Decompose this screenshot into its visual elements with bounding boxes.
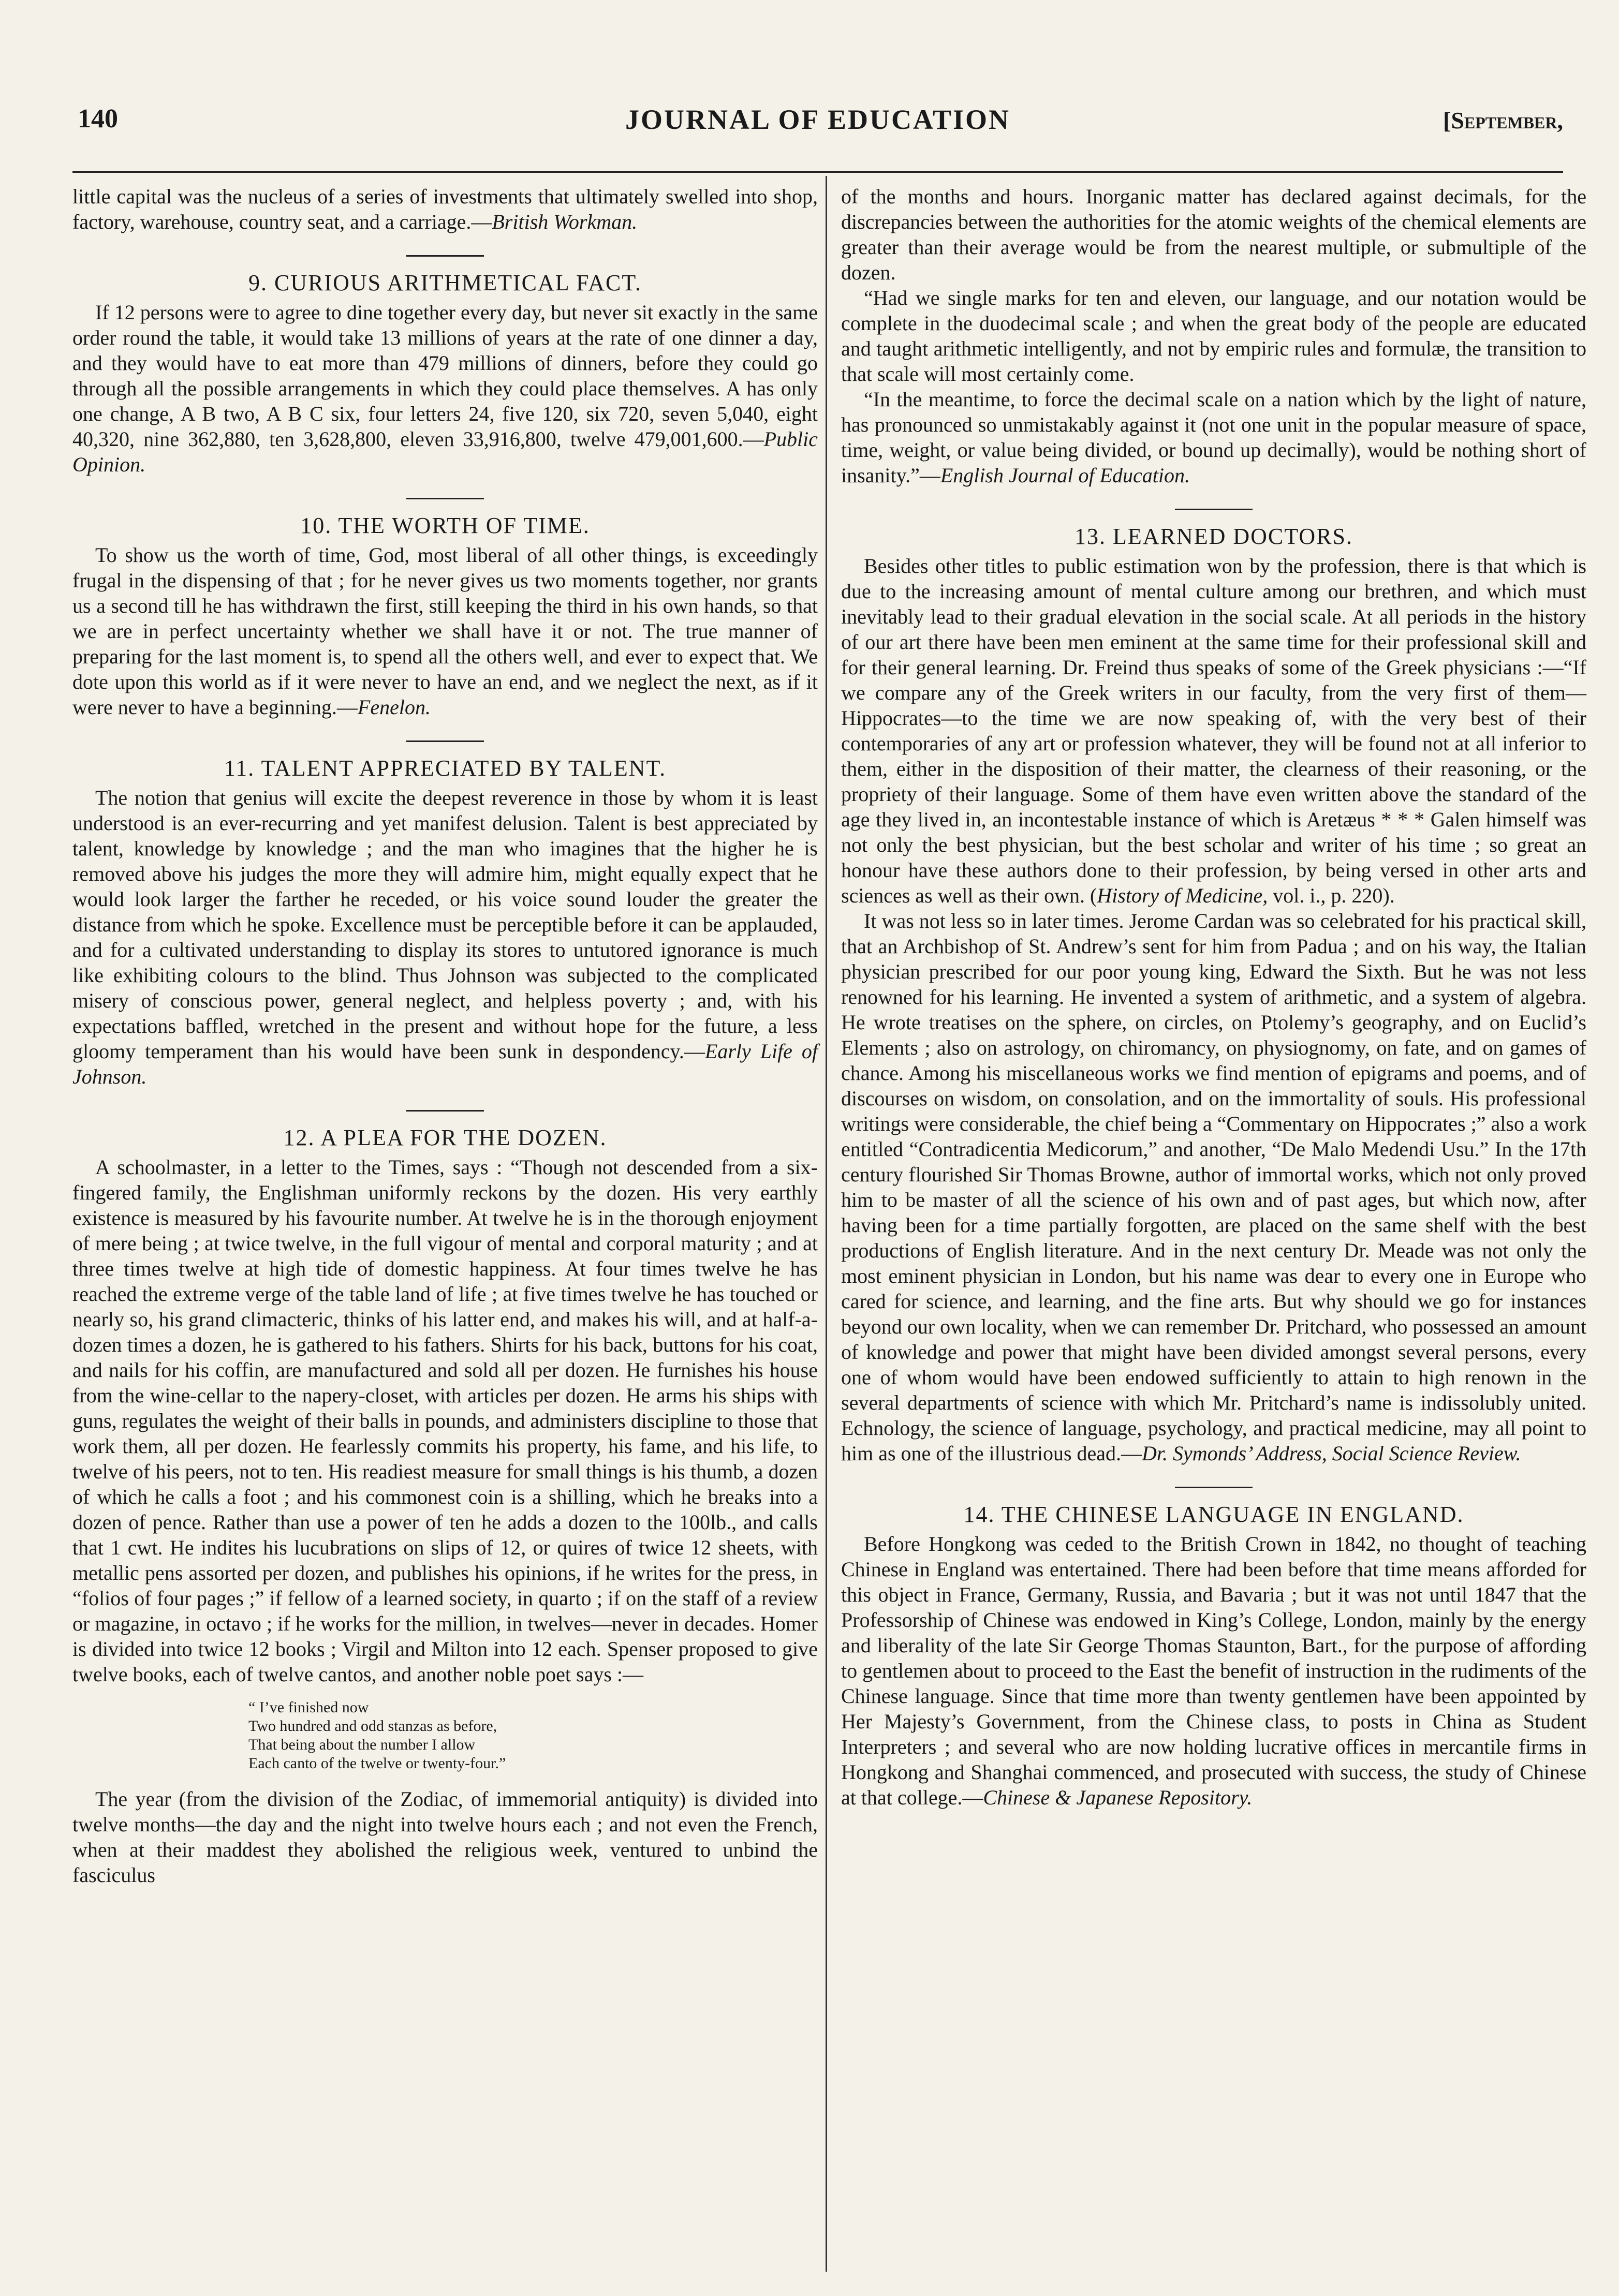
article-text: The notion that genius will excite the deepest reverence in those by whom it is least understood is an ever-recurring and yet manifest delusion. Talent is best appreciated by talent, knowledge by knowledge ; and the man who imagines that the higher he is removed above his judges the more they will admire him, might equally expect that he would look larger the farther he receded, or his voice sound louder the greater the distance from which he spoke. Excellence must be perceptible before it can be applauded, and for a cultivated understanding to display its stores to untutored ignorance is much like exhibiting colours to the blind. Thus Johnson was subjected to the complicated misery of conscious power, general neglect, and helpless poverty ; and, with his expectations baffled, wretched in the present and without hope for the future, a less gloomy temperament than his would have been sunk in despondency.— xyxy=(72,786,818,1063)
source-citation: Public Opinion. xyxy=(72,427,818,476)
poem-quote xyxy=(248,1698,818,1773)
quote-paragraph xyxy=(841,387,1586,488)
continued-text: little capital was the nucleus of a series of investments that ultimately swelled into shop, factory, warehouse, country seat, and a carriage.— xyxy=(72,185,818,233)
left-column xyxy=(72,184,818,1888)
article-text: If 12 persons were to agree to dine together every day, but never sit exactly in the same order round the table, it would take 13 millions of years at the rate of one dinner a day, and they would have to eat more than 479 millions of dinners, before they could go through all the possible arrangements in which they could place themselves. A has only one change, A B two, A B C six, four letters 24, five 120, six 720, seven 5,040, eight 40,320, nine 362,880, ten 3,628,800, eleven 33,916,800, twelve 479,001,600.— xyxy=(72,301,818,451)
section-rule xyxy=(406,1110,484,1112)
source-citation: Early Life of Johnson. xyxy=(72,1040,818,1088)
source-citation: Dr. Symonds’ Address, Social Science Review. xyxy=(1142,1442,1521,1465)
section-title: 10. THE WORTH OF TIME. xyxy=(300,513,590,538)
header-rule xyxy=(72,171,1563,173)
section-title: 14. THE CHINESE LANGUAGE IN ENGLAND. xyxy=(963,1502,1464,1527)
running-header xyxy=(72,103,1563,140)
quote-text: “In the meantime, to force the decimal scale on a nation which by the light of nature, has pronounced so unmistakably against it (not one unit in the popular measure of space, time, weight, or value being divided, or bound up decimally), would be nothing short of insanity.”— xyxy=(841,388,1586,487)
article-paragraph: The year (from the division of the Zodiac, of immemorial antiquity) is divided into twelve months—the day and the night into twelve hours each ; and not even the French, when at their maddest they abolished the religious week, ventured to unbind the fasciculus xyxy=(72,1787,818,1887)
issue-month: [September, xyxy=(1443,107,1563,134)
article-paragraph: A schoolmaster, in a letter to the Times, says : “Though not descended from a six-fingered family, the Englishman uniformly reckons by the dozen. His very earthly existence is measured by his favourite number. At twelve he is in the thorough enjoyment of mere being ; at twice twelve, in the full vigour of mental and corporal maturity ; and at three times twelve at high tide of domestic happiness. At four times twelve he has reached the extreme verge of the table land of life ; at five times twelve he has touched or nearly so, his grand climacteric, thinks of his latter end, and makes his will, and at half-a-dozen times a dozen, he is gathered to his fathers. Shirts for his back, buttons for his coat, and nails for his coffin, are manufactured and sold all per dozen. He furnishes his house from the wine-cellar to the napery-closet, with articles per dozen. He arms his ships with guns, regulates the weight of their balls in pounds, and administers discipline to those that work them, all per dozen. He fearlessly commits his property, his fame, and his life, to twelve of his peers, not to ten. His readiest measure for small things is his thumb, a dozen of which he calls a foot ; and his commonest coin is a shilling, which he breaks into a dozen of pence. Rather than use a power of ten he adds a dozen to the 100lb., and calls that 1 cwt. He indites his lucubrations on slips of 12, or quires of twice 12 sheets, with metallic pens assorted per dozen, and publishes his opinions, if he writes for the press, in “folios of four pages ;” if fellow of a learned society, in quarto ; if on the staff of a review or magazine, in octavo ; if he works for the million, in twelves—never in decades. Homer is divided into twice 12 books ; Virgil and Milton into 12 each. Spenser proposed to give twelve books, each of twelve cantos, and another noble poet says :— xyxy=(72,1156,818,1686)
right-column xyxy=(841,184,1586,1810)
article-paragraph xyxy=(72,300,818,477)
book-citation: History of Medicine, xyxy=(1097,884,1268,907)
source-citation: Fenelon. xyxy=(357,695,431,719)
verse-line: That being about the number I allow xyxy=(248,1736,476,1753)
section-title: 11. TALENT APPRECIATED BY TALENT. xyxy=(224,756,667,781)
verse-line: “ I’ve finished now xyxy=(248,1699,369,1716)
section-rule xyxy=(1175,1487,1253,1488)
section-rule xyxy=(1175,509,1253,510)
section-rule xyxy=(406,255,484,257)
section-title: 13. LEARNED DOCTORS. xyxy=(1075,524,1353,549)
quote-paragraph: “Had we single marks for ten and eleven, our language, and our notation would be complete in the duodecimal scale ; and when the great body of the people are educated and taught arithmetic intelligently, and not by empiric rules and formulæ, the transition to that scale will most certainly come. xyxy=(841,286,1586,386)
verse-line: Each canto of the twelve or twenty-four.” xyxy=(248,1755,506,1772)
article-text: To show us the worth of time, God, most liberal of all other things, is exceedingly frugal in the dispensing of that ; for he never gives us two moments together, nor grants us a second till he has withdrawn the first, still keeping the third in his own hands, so that we are in perfect uncertainty whether we shall have it or not. The true manner of preparing for the last moment is, to spend all the others well, and ever to expect that. We dote upon this world as if it were never to have an end, and we neglect the next, as if it were never to have a beginning.— xyxy=(72,543,818,719)
column-divider xyxy=(826,176,827,2272)
article-paragraph xyxy=(72,542,818,720)
verse-line: Two hundred and odd stanzas as before, xyxy=(248,1717,497,1735)
section-rule xyxy=(406,498,484,499)
article-text: It was not less so in later times. Jerome Cardan was so celebrated for his practical skill, that an Archbishop of St. Andrew’s sent for him from Padua ; and on his way, the Italian physician prescribed for our poor young king, Edward the Sixth. But he was not less renowned for his learning. He invented a system of arithmetic, and a system of algebra. He wrote treatises on the sphere, on circles, on Ptolemy’s geography, and on Euclid’s Elements ; also on astrology, on chiromancy, on physiognomy, on fate, and on games of chance. Among his miscellaneous works we find mention of epigrams and poems, and of discourses on wisdom, on consolation, and on the immortality of souls. His professional writings were considerable, the chief being a “Commentary on Hippocrates ;” also a work entitled “Contradicentia Medicorum,” and another, “De Malo Medendi Usu.” In the 17th century flourished Sir Thomas Browne, author of immortal works, which not only proved him to be master of all the science of his own and of past ages, but which now, after having been for a time partially forgotten, are placed on the same shelf with the best productions of English literature. And in the next century Dr. Meade was not only the most eminent physician in London, but his name was dear to every one in Europe who cared for science, and learning, and the fine arts. But why should we go for instances beyond our own locality, when we can remember Dr. Pritchard, who possessed an amount of knowledge and power that might have been divided amongst several persons, every one of whom would have been endowed sufficiently to attain to high renown in the several departments of science with which Mr. Pritchard’s name is indissolubly united. Echnology, the science of language, psychology, and practical medicine, may all point to him as one of the illustrious dead.— xyxy=(841,909,1586,1465)
article-text: Besides other titles to public estimation won by the profession, there is that which is due to the increasing amount of mental culture among our brethren, and which must inevitably lead to their gradual elevation in the social scale. At all periods in the history of our art there have been men eminent at the same time for their professional skill and for their general learning. Dr. Freind thus speaks of some of the Greek physicians :—“If we compare any of the Greek writers in our faculty, from the very first of them—Hippocrates—to the time we are now speaking of, with the very best of their contemporaries of any art or profession whatever, they will be found not at all inferior to them, either in the disposition of their matter, the clearness of their reasoning, or the propriety of their language. Some of them have even written above the standard of the age they lived in, an incontestable instance of which is Aretæus * * * Galen himself was not only the best physician, but the best scholar and writer of his time ; so great an honour have these authors done to their profession, by being versed in other arts and sciences as well as their own. ( xyxy=(841,554,1586,907)
article-paragraph xyxy=(72,785,818,1089)
source-citation: British Workman. xyxy=(492,210,638,233)
source-citation: English Journal of Education. xyxy=(940,464,1190,487)
article-paragraph xyxy=(841,553,1586,908)
journal-title: JOURNAL OF EDUCATION xyxy=(625,104,1011,135)
continued-paragraph xyxy=(72,184,818,234)
article-paragraph xyxy=(841,908,1586,1466)
section-rule xyxy=(406,740,484,742)
article-paragraph xyxy=(841,1531,1586,1810)
section-title: 12. A PLEA FOR THE DOZEN. xyxy=(283,1125,607,1150)
section-title: 9. CURIOUS ARITHMETICAL FACT. xyxy=(248,270,642,295)
continued-paragraph: of the months and hours. Inorganic matter has declared against decimals, for the discrepancies between the authorities for the atomic weights of the chemical elements are greater than their average would be from the nearest multiple, or submultiple of the dozen. xyxy=(841,185,1586,284)
citation-reference: vol. i., p. 220). xyxy=(1268,884,1395,907)
source-citation: Chinese & Japanese Repository. xyxy=(983,1786,1253,1809)
article-text: Before Hongkong was ceded to the British Crown in 1842, no thought of teaching Chinese in England was entertained. There had been before that time means afforded for this object in France, Germany, Russia, and Bavaria ; but it was not until 1847 that the Professorship of Chinese was endowed in King’s College, London, mainly by the energy and liberality of the late Sir George Thomas Staunton, Bart., for the purpose of affording to gentlemen about to proceed to the East the benefit of instruction in the rudiments of the Chinese language. Since that time more than twenty gentlemen have been appointed by Her Majesty’s Government, from the Chinese class, to posts in China as Student Interpreters ; and several who are now holding lucrative offices in mercantile firms in Hongkong and Shanghai commenced, and prosecuted with success, the study of Chinese at that college.— xyxy=(841,1532,1586,1809)
page-number: 140 xyxy=(78,104,118,134)
